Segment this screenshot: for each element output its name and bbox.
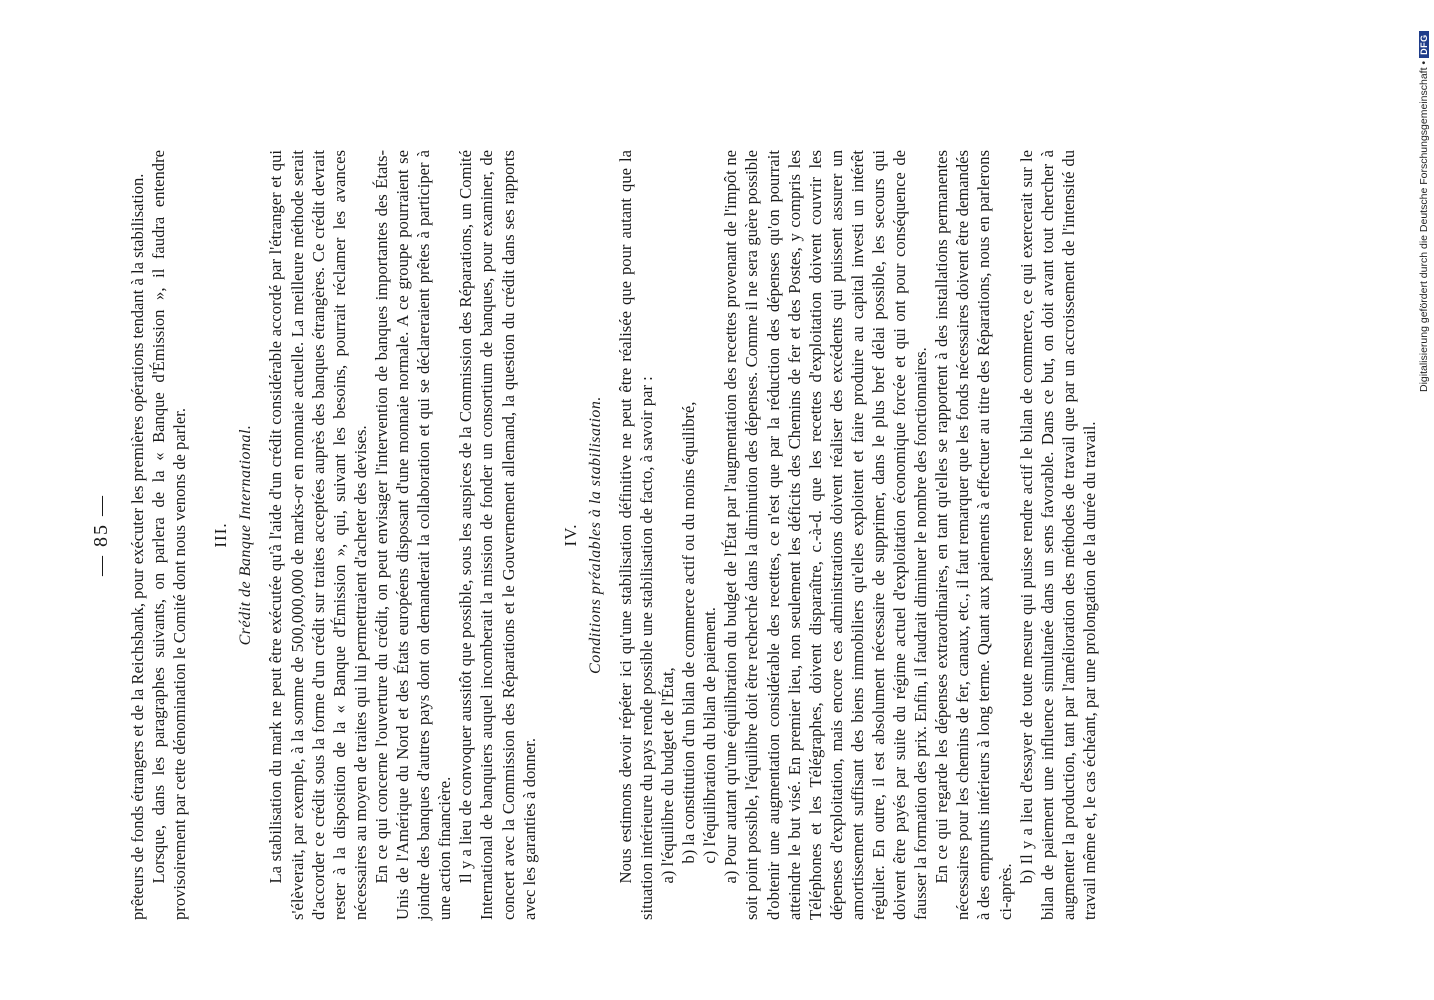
section-4-paragraph: b) Il y a lieu d'essayer de toute mesure qui puisse rendre actif le bilan de commerce, ce qui exercerait sur le bilan de paiement une influence simultanée dans un sens favorable. Dans ce but, on doit avant tout chercher à augmenter la production, tant par l'amélioration des méthodes de travail que par un accroissement de l'intensité du travail même et, le cas échéant, par une prolongation de la durée du travail. bbox=[1016, 150, 1099, 920]
section-3-title: Crédit de Banque International. bbox=[237, 424, 255, 646]
section-3-paragraph: En ce qui concerne l'ouverture du crédit, on peut envisager l'intervention de banques importantes des États-Unis de l'Amérique du Nord et des États européens disposant d'une monnaie normale. A ce groupe pourraient se joindre des banques d'autres pays dont on demanderait la collaboration et qui se déclareraient prêtes à participer à une action financière. bbox=[371, 150, 455, 920]
section-3-body bbox=[265, 150, 539, 920]
credit-text: Digitalisierung gefördert durch die Deutsche Forschungsgemeinschaft • bbox=[1418, 60, 1430, 392]
page-number: — 85 — bbox=[90, 494, 112, 576]
section-4-paragraph: En ce qui regarde les dépenses extraordinaires, en tant qu'elles se rapportent à des installations permanentes nécessaires pour les chemins de fer, canaux, etc., il faut remarquer que les fonds nécessaires doivent être demandés à des emprunts intérieurs à long terme. Quant aux paiements à effectuer au titre des Réparations, nous en parlerons ci-après. bbox=[932, 150, 1015, 920]
intro-paragraph-1: prêteurs de fonds étrangers et de la Reichsbank, pour exécuter les premières opérations tendant à la stabilisation. bbox=[128, 173, 147, 920]
section-3-paragraph: La stabilisation du mark ne peut être exécutée qu'à l'aide d'un crédit considérable accordé par l'étranger et qui s'élèverait, par exemple, à la somme de 500,000,000 de marks-or en monnaie actuelle. La meilleure méthode serait d'accorder ce crédit sous la forme d'un crédit sur traites acceptées auprès des banques étrangères. Ce crédit devrait rester à la disposition de la « Banque d'Émission », qui, suivant les besoins, pourrait réclamer les avances nécessaires au moyen de traites qui lui permettraient d'acheter des devises. bbox=[266, 150, 370, 920]
section-4-body bbox=[615, 150, 1100, 920]
section-4-numeral: IV. bbox=[560, 523, 580, 547]
section-3-paragraph: Il y a lieu de convoquer aussitôt que possible, sous les auspices de la Commission des Réparations, un Comité International de banquiers auquel incomberait la mission de fonder un consortium de banques, pour examiner, de concert avec la Commission des Réparations et le Gouvernement allemand, la question du crédit dans ses rapports avec les garanties à donner. bbox=[456, 150, 539, 920]
intro-paragraph-2: Lorsque, dans les paragraphes suivants, on parlera de la « Banque d'Émission », il faudra entendre provisoirement par cette dénomination le Comité dont nous venons de parler. bbox=[149, 150, 190, 920]
section-4-item: b) la constitution d'un bilan de commerce actif ou du moins équilibré, bbox=[679, 401, 699, 864]
section-4-title: Conditions préalables à la stabilisation. bbox=[586, 396, 604, 674]
dfg-logo-badge: DFG bbox=[1419, 31, 1429, 58]
section-4-item: c) l'équilibration du bilan de paiement. bbox=[700, 607, 720, 864]
section-4-item: a) l'équilibre du budget de l'État, bbox=[658, 667, 678, 884]
rotated-document-page bbox=[85, 150, 1325, 920]
intro-block bbox=[127, 150, 190, 920]
digitization-credit bbox=[1418, 31, 1430, 392]
section-4-paragraph: a) Pour autant qu'une équilibration du budget de l'État par l'augmentation des recettes provenant de l'impôt ne soit point possible, l'équilibre doit être recherché dans la diminution des dépenses. Comme il ne sera guère possible d'obtenir une augmentation considérable des recettes, ce n'est que par la réduction des dépenses qu'on pourrait atteindre le but visé. En premier lieu, non seulement les déficits des Chemins de fer et des Postes, y compris les Téléphones et les Télégraphes, doivent disparaître, c.-à-d. que les recettes d'exploitation doivent couvrir les dépenses d'exploitation, mais encore ces administrations doivent réaliser des excédents qui puissent assurer un amortissement suffisant des biens immobiliers qu'elles exploitent et faire produire au capital investi un intérêt régulier. En outre, il est absolument nécessaire de supprimer, dans le plus bref délai possible, les secours qui doivent être payés par suite du régime actuel d'exploitation économique forcée et qui ont pour conséquence de fausser la formation des prix. Enfin, il faudrait diminuer le nombre des fonctionnaires. bbox=[721, 150, 931, 920]
section-4-intro: Nous estimons devoir répéter ici qu'une stabilisation définitive ne peut être réalisée que pour autant que la situation intérieure du pays rende possible une stabilisation de facto, à savoir par : bbox=[615, 150, 656, 920]
section-3-numeral: III. bbox=[211, 522, 231, 548]
